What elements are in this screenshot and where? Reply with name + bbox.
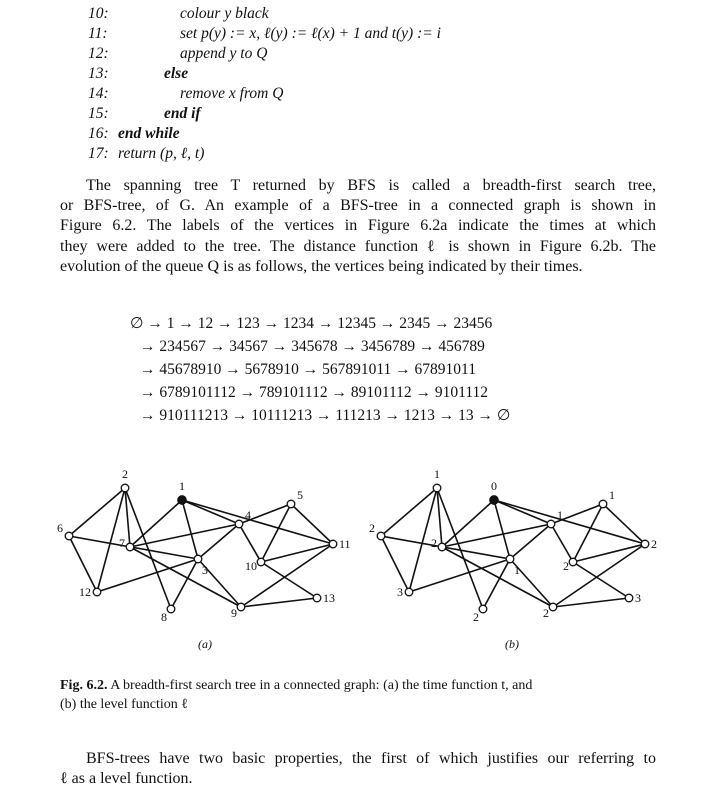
graph-edge bbox=[130, 524, 239, 547]
vertex-label: 2 bbox=[473, 610, 479, 624]
graph-edge bbox=[494, 500, 551, 524]
paragraph-line: The spanning tree T returned by BFS is called a breadth-first search tree, bbox=[86, 177, 656, 194]
figure-caption bbox=[60, 676, 660, 714]
graph-vertex bbox=[237, 603, 245, 611]
vertex-label: 11 bbox=[339, 537, 351, 551]
algorithm-line bbox=[88, 64, 688, 84]
line-number: 13: bbox=[88, 65, 109, 82]
graph-vertex bbox=[313, 594, 321, 602]
vertex-label: 2 bbox=[543, 606, 549, 620]
graph-vertex bbox=[329, 540, 337, 548]
graph-edge bbox=[182, 500, 239, 524]
graph-edge bbox=[381, 488, 437, 536]
graph-edge bbox=[198, 524, 239, 559]
graph-vertex bbox=[433, 484, 441, 492]
line-number: 16: bbox=[88, 125, 109, 142]
vertex-label: 2 bbox=[651, 537, 657, 551]
vertex-label: 7 bbox=[119, 536, 125, 550]
graph-panel-b bbox=[369, 467, 657, 624]
graph-vertex bbox=[549, 603, 557, 611]
caption-fig-label: Fig. 6.2. bbox=[60, 678, 108, 693]
vertex-label: 2 bbox=[369, 521, 375, 535]
line-number: 14: bbox=[88, 85, 109, 102]
line-number: 17: bbox=[88, 145, 109, 162]
graph-edge bbox=[69, 536, 97, 592]
algorithm-listing bbox=[88, 4, 688, 164]
algorithm-statement: set p(y) := x, ℓ(y) := ℓ(x) + 1 and t(y) := i bbox=[180, 25, 441, 42]
vertex-label: 2 bbox=[563, 559, 569, 573]
graph-edge bbox=[261, 562, 317, 598]
graph-edge bbox=[69, 488, 125, 536]
graph-edge bbox=[182, 500, 198, 559]
queue-line: → 45678910 → 5678910 → 567891011 → 67891011 bbox=[140, 361, 476, 378]
line-number: 10: bbox=[88, 5, 109, 22]
algorithm-statement: else bbox=[164, 65, 189, 82]
graph-edge bbox=[442, 524, 551, 547]
graph-vertex bbox=[506, 555, 514, 563]
paragraph-line: Figure 6.2. The labels of the vertices in Figure 6.2a indicate the times at which bbox=[60, 217, 656, 235]
graph-vertex bbox=[625, 594, 633, 602]
vertex-label: 2 bbox=[122, 467, 128, 481]
vertex-label: 13 bbox=[323, 591, 335, 605]
graph-vertex bbox=[641, 540, 649, 548]
graph-edge bbox=[573, 544, 645, 562]
paragraph-line: BFS-trees have two basic properties, the first of which justifies our referring to bbox=[86, 750, 656, 767]
algorithm-line bbox=[88, 84, 688, 104]
graph-vertex bbox=[405, 588, 413, 596]
graph-edge bbox=[125, 488, 130, 547]
vertex-label: 9 bbox=[231, 606, 237, 620]
paragraph-bfs-properties bbox=[60, 749, 656, 789]
figure-graphs bbox=[55, 462, 675, 662]
vertex-label: 1 bbox=[609, 488, 615, 502]
vertex-label: 1 bbox=[179, 479, 185, 493]
paragraph-bfs-tree bbox=[60, 176, 656, 277]
panel-b-label: (b) bbox=[505, 637, 519, 651]
graph-vertex bbox=[438, 543, 446, 551]
graph-vertex bbox=[121, 484, 129, 492]
graph-vertex bbox=[194, 555, 202, 563]
vertex-label: 3 bbox=[397, 585, 403, 599]
paragraph-line: or BFS-tree, of G. An example of a BFS-tree in a connected graph is shown in bbox=[60, 197, 656, 215]
graph-edge bbox=[510, 524, 551, 559]
panel-a-label: (a) bbox=[198, 637, 212, 651]
graph-edge bbox=[381, 536, 409, 592]
queue-line: → 6789101112 → 789101112 → 89101112 → 9101112 bbox=[140, 384, 489, 401]
vertex-label: 3 bbox=[202, 563, 208, 577]
graph-edge bbox=[573, 504, 603, 562]
algorithm-line bbox=[88, 44, 688, 64]
graph-vertex bbox=[569, 558, 577, 566]
vertex-label: 1 bbox=[557, 508, 563, 522]
graph-edge bbox=[494, 500, 510, 559]
caption-line-2: (b) the level function ℓ bbox=[60, 697, 188, 712]
graph-edge bbox=[261, 544, 333, 562]
vertex-label: 8 bbox=[161, 610, 167, 624]
line-number: 12: bbox=[88, 45, 109, 62]
algorithm-statement: end while bbox=[118, 125, 180, 142]
graph-vertex bbox=[257, 558, 265, 566]
graph-vertex bbox=[287, 500, 295, 508]
graph-vertex bbox=[93, 588, 101, 596]
algorithm-statement: append y to Q bbox=[180, 45, 268, 62]
graph-panel-a bbox=[57, 467, 351, 624]
algorithm-statement: end if bbox=[164, 105, 201, 122]
graph-vertex bbox=[599, 500, 607, 508]
graph-edge bbox=[551, 524, 573, 562]
graph-vertex bbox=[65, 532, 73, 540]
graph-edge bbox=[261, 504, 291, 562]
algorithm-statement: remove x from Q bbox=[180, 85, 284, 102]
graph-vertex bbox=[479, 605, 487, 613]
algorithm-statement: colour y black bbox=[180, 5, 269, 22]
algorithm-line bbox=[88, 124, 688, 144]
graph-vertex bbox=[167, 605, 175, 613]
graph-edge bbox=[437, 488, 442, 547]
algorithm-line bbox=[88, 104, 688, 124]
graph-vertex bbox=[126, 543, 134, 551]
root-vertex bbox=[178, 496, 186, 504]
algorithm-line bbox=[88, 4, 688, 24]
queue-line: → 234567 → 34567 → 345678 → 3456789 → 456789 bbox=[140, 338, 485, 355]
vertex-label: 5 bbox=[297, 488, 303, 502]
caption-line-1: A breadth-first search tree in a connected graph: (a) the time function t, and bbox=[110, 678, 533, 693]
line-number: 15: bbox=[88, 105, 109, 122]
vertex-label: 1 bbox=[514, 563, 520, 577]
graph-vertex bbox=[547, 520, 555, 528]
vertex-label: 2 bbox=[431, 536, 437, 550]
queue-line: → 910111213 → 10111213 → 111213 → 1213 → 13 → ∅ bbox=[140, 407, 511, 424]
graph-edge bbox=[573, 562, 629, 598]
vertex-label: 4 bbox=[245, 508, 251, 522]
graph-vertex bbox=[235, 520, 243, 528]
vertex-label: 12 bbox=[79, 585, 91, 599]
paragraph-line: ℓ as a level function. bbox=[60, 770, 193, 788]
vertex-label: 0 bbox=[491, 479, 497, 493]
vertex-label: 1 bbox=[434, 467, 440, 481]
figure-6-2 bbox=[55, 462, 675, 662]
queue-evolution bbox=[130, 312, 610, 427]
line-number: 11: bbox=[88, 25, 108, 42]
vertex-label: 10 bbox=[245, 559, 257, 573]
graph-vertex bbox=[377, 532, 385, 540]
queue-line: ∅ → 1 → 12 → 123 → 1234 → 12345 → 2345 → 23456 bbox=[130, 315, 493, 332]
algorithm-line bbox=[88, 144, 688, 164]
algorithm-line bbox=[88, 24, 688, 44]
root-vertex bbox=[490, 496, 498, 504]
paragraph-line: evolution of the queue Q is as follows, the vertices being indicated by their times. bbox=[60, 257, 583, 275]
paragraph-line: they were added to the tree. The distance function ℓ is shown in Figure 6.2b. The bbox=[60, 237, 656, 255]
vertex-label: 3 bbox=[635, 591, 641, 605]
graph-edge bbox=[239, 524, 261, 562]
algorithm-statement: return (p, ℓ, t) bbox=[118, 145, 205, 162]
vertex-label: 6 bbox=[57, 521, 63, 535]
